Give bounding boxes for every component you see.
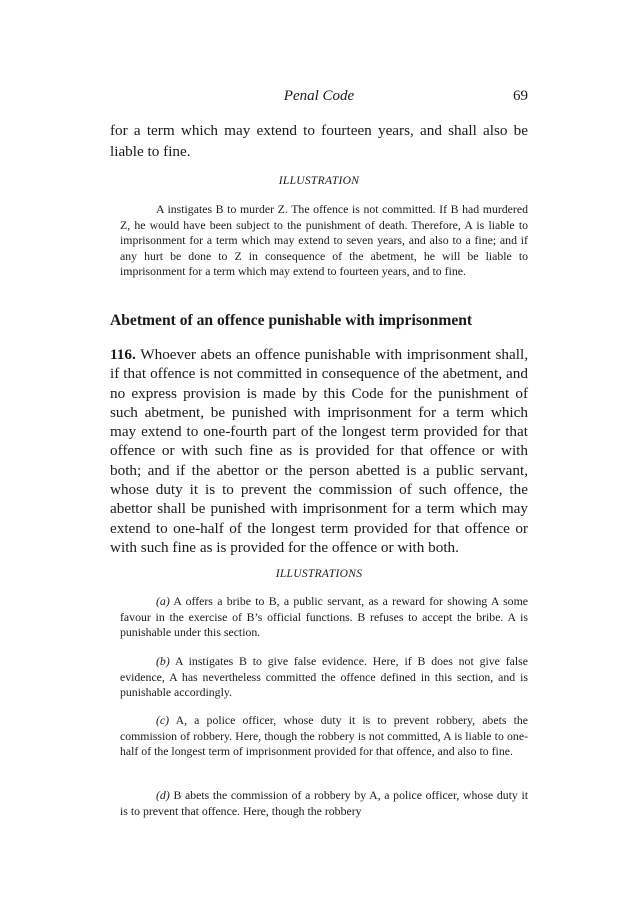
section-heading: Abetment of an offence punishable with imprisonment	[110, 312, 473, 329]
illustration-text: B abets the commission of a robbery by A, a police officer, whose duty it is to prevent that offence. Here, though the robbery	[120, 788, 529, 818]
illustration-label: (d)	[156, 788, 170, 802]
illustration-item-c	[120, 713, 528, 760]
illustration-label: (a)	[156, 594, 170, 608]
section-116-paragraph	[110, 345, 528, 557]
illustration-paragraph: A instigates B to murder Z. The offence is not committed. If B had murdered Z, he would have been subject to the punishment of death. Therefore, A is liable to imprisonment for a term which may extend to seven years, and also to a fine; and if any hurt be done to Z in consequence of the abetment, he will be liable to imprisonment for a term which may extend to fourteen years, and to fine.	[120, 202, 528, 279]
illustration-text: A, a police officer, whose duty it is to prevent robbery, abets the commission of robbery. Here, though the robbery is not committed, A is liable to one-half of the longest term of imprisonment provided for that offence, and also to fine.	[120, 713, 528, 759]
running-title: Penal Code	[283, 88, 355, 104]
illustration-item-d	[120, 788, 528, 819]
page-number: 69	[513, 88, 528, 104]
illustration-item-b	[120, 654, 528, 701]
illustration-label: (b)	[156, 654, 170, 668]
page-header	[0, 88, 638, 108]
illustrations-heading: ILLUSTRATIONS	[275, 568, 363, 580]
illustration-heading: ILLUSTRATION	[278, 175, 360, 187]
illustration-item-a	[120, 594, 528, 641]
illustration-text: A offers a bribe to B, a public servant, as a reward for showing A some favour in the exercise of B’s official functions. B refuses to accept the bribe. A is punishable under this section.	[120, 594, 528, 640]
section-text: Whoever abets an offence punishable with imprisonment shall, if that offence is not committed in consequence of the abetment, and no express provision is made by this Code for the punishment of such abetment, be punished with imprisonment for a term which may extend to one-fourth part of the longest term provided for that offence or with such fine as is provided for that offence or with both; and if the abettor or the person abetted is a public servant, whose duty it is to prevent the commission of such offence, the abettor shall be punished with imprisonment for a term which may extend to one-half of the longest term provided for that offence or with such fine as is provided for the offence or with both.	[110, 346, 529, 556]
illustration-text: A instigates B to give false evidence. Here, if B does not give false evidence, A has nevertheless committed the offence defined in this section, and is punishable accordingly.	[120, 654, 528, 700]
section-number: 116.	[110, 346, 136, 363]
illustration-label: (c)	[156, 713, 170, 727]
continued-paragraph: for a term which may extend to fourteen years, and shall also be liable to fine.	[110, 122, 528, 160]
